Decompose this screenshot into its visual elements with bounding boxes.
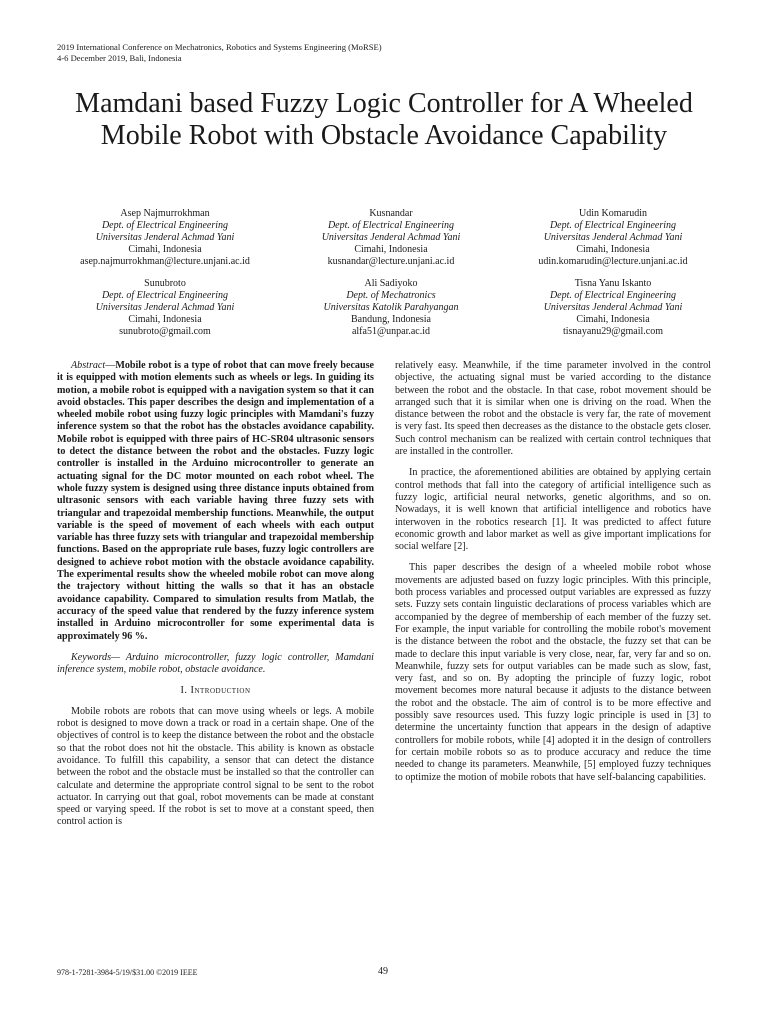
conference-header bbox=[57, 42, 382, 64]
paper-title: Mamdani based Fuzzy Logic Controller for A Wheeled Mobile Robot with Obstacle Avoidance Capability bbox=[75, 88, 693, 151]
right-column bbox=[395, 360, 711, 793]
section-title: Introduction bbox=[190, 685, 251, 697]
author-dept: Dept. of Electrical Engineering bbox=[549, 290, 677, 301]
abstract bbox=[57, 360, 374, 643]
author-city: Bandung, Indonesia bbox=[351, 314, 431, 325]
abstract-dash: — bbox=[105, 360, 116, 371]
author-name: Kusnandar bbox=[369, 208, 413, 219]
author-6 bbox=[508, 278, 718, 338]
author-email: sunubroto@gmail.com bbox=[119, 326, 211, 337]
author-name: Sunubroto bbox=[144, 278, 186, 289]
author-2 bbox=[286, 208, 496, 268]
conference-date: 4-6 December 2019, Bali, Indonesia bbox=[57, 53, 182, 63]
author-email: udin.komarudin@lecture.unjani.ac.id bbox=[538, 256, 688, 267]
author-univ: Universitas Jenderal Achmad Yani bbox=[95, 302, 235, 313]
author-city: Cimahi, Indonesia bbox=[354, 244, 428, 255]
author-city: Cimahi, Indonesia bbox=[128, 244, 202, 255]
abstract-body: Mobile robot is a type of robot that can move freely because it is equipped with motion elements such as wheels or legs. In guiding its motion, a mobile robot is equipped with a navigation system so that it can avoid obstacles. This paper describes the design and implementation of a wheeled mobile robot using fuzzy logic principles with Mamdani's fuzzy inference system so that the robot has the obstacles avoidance capability. Mobile robot is equipped with three pairs of HC-SR04 ultrasonic sensors to detect the distance between the robot and the obstacles. Fuzzy logic controller is installed in the Arduino microcontroller to generate an actuating signal for the DC motor mounted on each robot wheel. The whole fuzzy system is designed using three distance inputs obtained from ultrasonic sensors with each variable having three fuzzy sets with triangular and trapezoidal membership functions. Meanwhile, the output variable is the speed of movement of each wheels with each output variable has three fuzzy sets with triangular and trapezoidal membership functions. Based on the appropriate rule bases, fuzzy logic controllers are designed to achieve robot motion with the obstacle avoidance capability. The experimental results show the wheeled mobile robot can move along the trajectory without hitting the walls so that it has an obstacle avoidance capability. Compared to simulation results from Matlab, the accuracy of the speed value that rendered by the fuzzy inference system installed in Arduino microcontroller for some experimental data is approximately 96 %. bbox=[57, 360, 374, 642]
author-univ: Universitas Jenderal Achmad Yani bbox=[543, 232, 683, 243]
author-dept: Dept. of Electrical Engineering bbox=[327, 220, 455, 231]
author-univ: Universitas Jenderal Achmad Yani bbox=[321, 232, 461, 243]
author-univ: Universitas Jenderal Achmad Yani bbox=[543, 302, 683, 313]
author-name: Ali Sadiyoko bbox=[364, 278, 418, 289]
author-email: alfa51@unpar.ac.id bbox=[351, 326, 431, 337]
author-name: Udin Komarudin bbox=[578, 208, 648, 219]
section-number: I. bbox=[180, 685, 188, 697]
author-dept: Dept. of Mechatronics bbox=[346, 290, 436, 301]
author-4 bbox=[60, 278, 270, 338]
author-dept: Dept. of Electrical Engineering bbox=[549, 220, 677, 231]
author-5 bbox=[286, 278, 496, 338]
conference-name: 2019 International Conference on Mechatronics, Robotics and Systems Engineering (MoRSE) bbox=[57, 42, 382, 52]
author-city: Cimahi, Indonesia bbox=[576, 314, 650, 325]
author-dept: Dept. of Electrical Engineering bbox=[101, 220, 229, 231]
author-univ: Universitas Jenderal Achmad Yani bbox=[95, 232, 235, 243]
body-paragraph: relatively easy. Meanwhile, if the time parameter involved in the control objective, the actuating signal must be varied according to the distance between the robot and the obstacle. In that case, robot movement should be arranged such that it is similar when one is driving on the road. When the distance between the robot and the obstacle is very far, the rate of movement is very fast. Its speed then decreases as the distance to the obstacle gets closer. Such control mechanism can be realized with certain control techniques that are installed in the controller. bbox=[395, 360, 711, 458]
page-number: 49 bbox=[378, 966, 388, 977]
author-name: Asep Najmurrokhman bbox=[120, 208, 210, 219]
author-city: Cimahi, Indonesia bbox=[576, 244, 650, 255]
author-email: asep.najmurrokhman@lecture.unjani.ac.id bbox=[80, 256, 250, 267]
author-email: kusnandar@lecture.unjani.ac.id bbox=[327, 256, 455, 267]
body-paragraph: Mobile robots are robots that can move using wheels or legs. A mobile robot is designed to move down a track or road in a certain shape. One of the objectives of control is to keep the distance between the robot and the obstacle so that the robot does not hit the obstacle. This ability is known as obstacle avoidance. To fulfill this capability, a sensor that can detect the distance between the robot and the obstacle must be installed so that the controller can calculate and determine the appropriate control signal to be sent to the robot actuator. In carrying out that goal, robot movements can be made at constant speed or varying speed. If the robot is set to move at a constant speed, then control action is bbox=[57, 705, 375, 828]
author-1 bbox=[60, 208, 270, 268]
body-paragraph: In practice, the aforementioned abilities are obtained by applying certain control methods that fall into the category of artificial intelligence such as fuzzy logic, artificial neural networks, genetic algorithms, and so on. Nowadays, it is well known that artificial intelligence and robotics have interwoven in the robotics research [1]. It was predicted to affect future economic growth and labor market as well as give important implications for social welfare [2]. bbox=[395, 467, 711, 553]
author-dept: Dept. of Electrical Engineering bbox=[101, 290, 229, 301]
section-heading-introduction bbox=[57, 685, 374, 697]
keywords: Keywords— Arduino microcontroller, fuzzy logic controller, Mamdani inference system, mobile robot, obstacle avoidance. bbox=[57, 651, 374, 676]
footer-isbn: 978-1-7281-3984-5/19/$31.00 ©2019 IEEE bbox=[57, 968, 198, 977]
author-univ: Universitas Katolik Parahyangan bbox=[323, 302, 459, 313]
body-paragraph: This paper describes the design of a wheeled mobile robot whose movements are adjusted based on fuzzy logic principles. With this principle, both process variables and processed output variables are expressed as fuzzy sets. Fuzzy sets contain linguistic declarations of process variables which are accompanied by the degree of membership of each member of the fuzzy set. For example, the input variable for controlling the mobile robot's movement is the distance between the robot and the obstacle, the fuzzy set that can be made to declare this input variable is very close, near, far, very far and so on. Meanwhile, fuzzy sets for output variables can be made such as slow, fast, very fast, and so on. By adopting the principle of fuzzy logic, robot movement becomes more natural because it adjusts to the distance between the robot and the obstacle. The aim of control is to be more effective and possibly save resources used. This fuzzy logic principle is used in [3] to determine the uncertainty function that appears in the design of adaptive controllers for mobile robots, while [4] adopted it in the design of controllers for certain mobile robots so as to produce accuracy and reduce the time needed to change its parameters. Meanwhile, [5] employed fuzzy techniques to optimize the motion of mobile robots that have self-balancing capabilities. bbox=[395, 562, 711, 783]
author-3 bbox=[508, 208, 718, 268]
left-column bbox=[57, 360, 374, 838]
author-name: Tisna Yanu Iskanto bbox=[574, 278, 652, 289]
author-city: Cimahi, Indonesia bbox=[128, 314, 202, 325]
abstract-label: Abstract bbox=[71, 360, 106, 371]
author-email: tisnayanu29@gmail.com bbox=[562, 326, 664, 337]
